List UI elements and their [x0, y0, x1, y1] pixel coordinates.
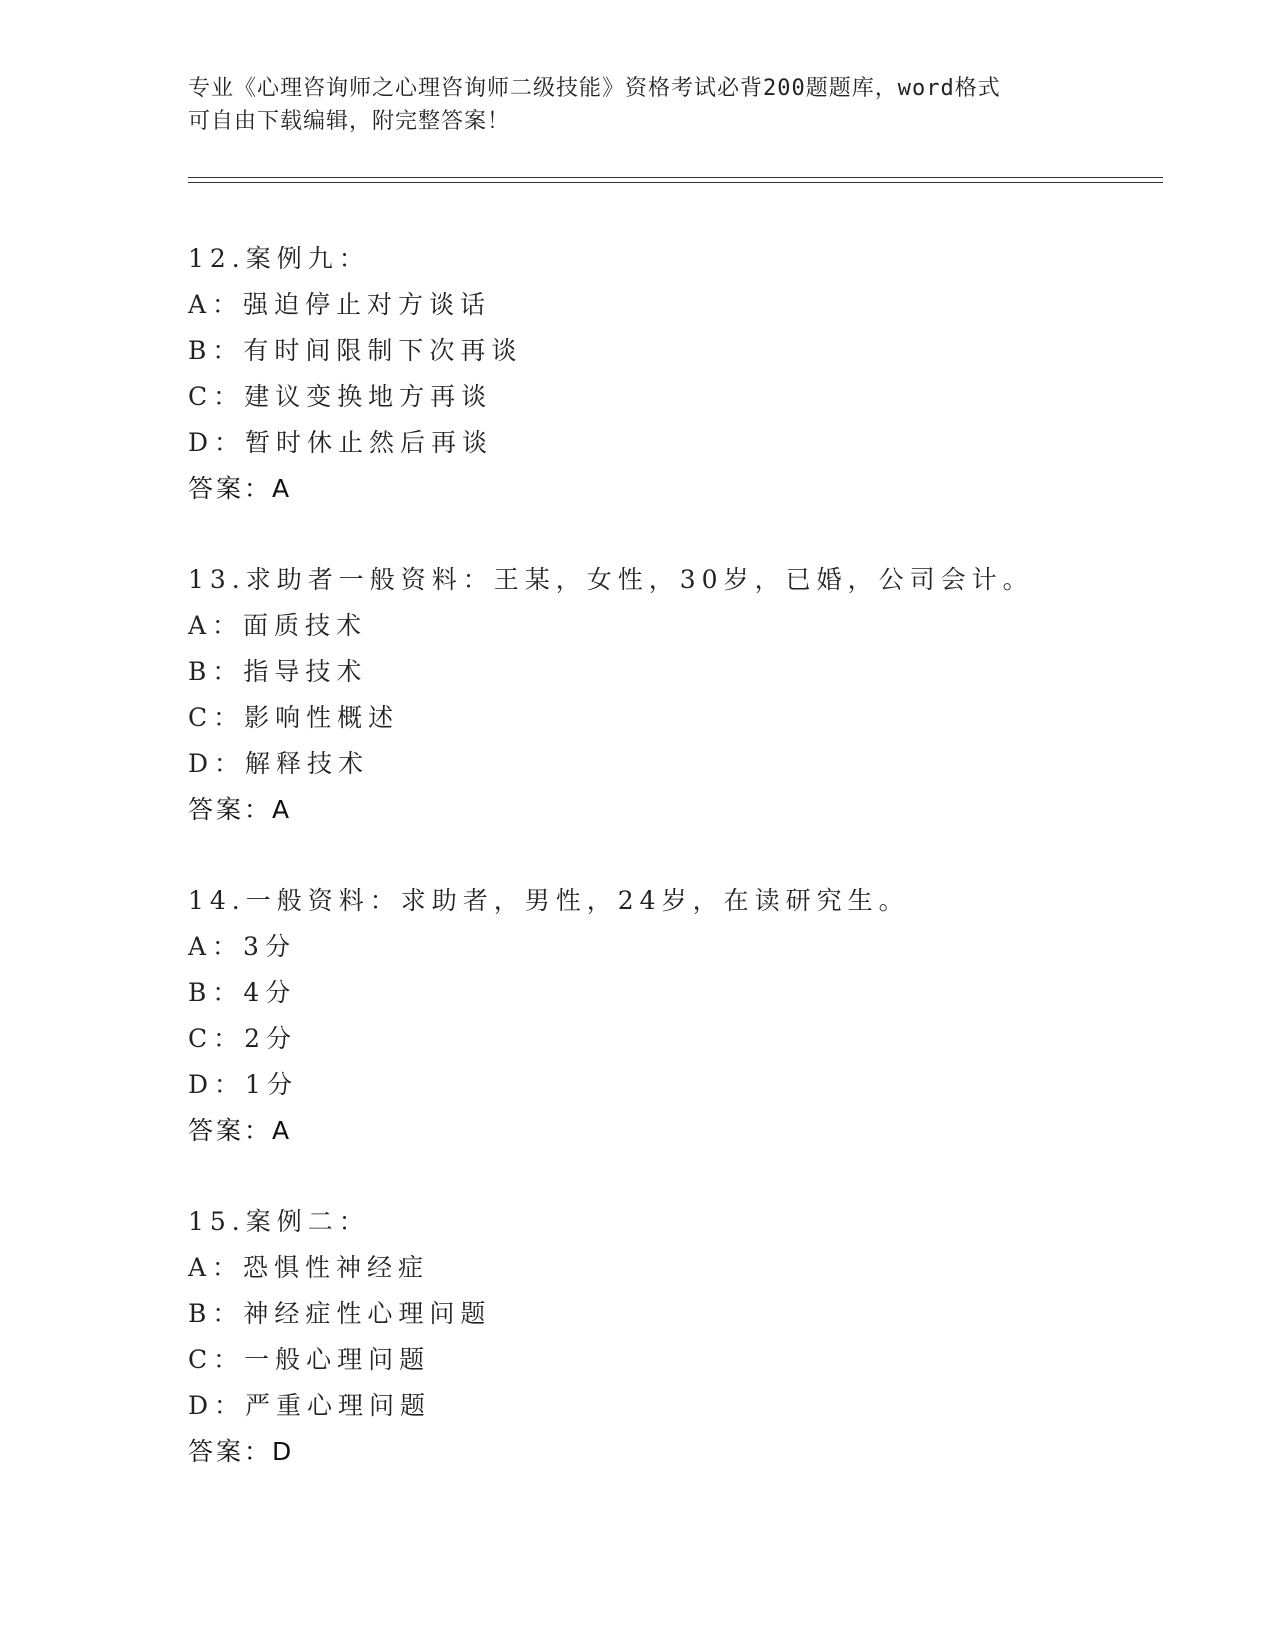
question-title: 15.案例二： — [188, 1207, 370, 1236]
answer-line: 答案：A — [188, 795, 293, 824]
option-b: B：4分 — [188, 978, 297, 1007]
option-b: B：指导技术 — [188, 657, 368, 686]
document-header — [188, 72, 1088, 138]
option-c: C：建议变换地方再谈 — [188, 382, 493, 411]
option-c: C：影响性概述 — [188, 703, 400, 732]
option-d: D：暂时休止然后再谈 — [188, 428, 494, 457]
answer-line: 答案：A — [188, 474, 293, 503]
question-14 — [188, 878, 1088, 1154]
header-divider-bottom — [188, 182, 1163, 183]
option-d: D：严重心理问题 — [188, 1391, 432, 1420]
option-c: C：2分 — [188, 1024, 298, 1053]
answer-line: 答案：D — [188, 1437, 295, 1466]
option-b: B：神经症性心理问题 — [188, 1299, 492, 1328]
question-12 — [188, 236, 1088, 512]
option-d: D：1分 — [188, 1070, 298, 1099]
option-b: B：有时间限制下次再谈 — [188, 336, 523, 365]
option-a: A：面质技术 — [188, 611, 368, 640]
question-15 — [188, 1199, 1088, 1475]
question-title: 14.一般资料：求助者，男性，24岁，在读研究生。 — [188, 886, 910, 915]
option-c: C：一般心理问题 — [188, 1345, 431, 1374]
answer-line: 答案：A — [188, 1116, 293, 1145]
option-d: D：解释技术 — [188, 749, 370, 778]
header-divider-top — [188, 177, 1163, 178]
option-a: A：恐惧性神经症 — [188, 1253, 430, 1282]
question-title: 12.案例九： — [188, 244, 370, 273]
question-13 — [188, 557, 1088, 833]
question-title: 13.求助者一般资料：王某，女性，30岁，已婚，公司会计。 — [188, 565, 1034, 594]
option-a: A：3分 — [188, 932, 296, 961]
option-a: A：强迫停止对方谈话 — [188, 290, 492, 319]
header-line-1: 专业《心理咨询师之心理咨询师二级技能》资格考试必背200题题库，word格式 — [188, 76, 1001, 101]
header-line-2: 可自由下载编辑，附完整答案！ — [188, 109, 511, 134]
